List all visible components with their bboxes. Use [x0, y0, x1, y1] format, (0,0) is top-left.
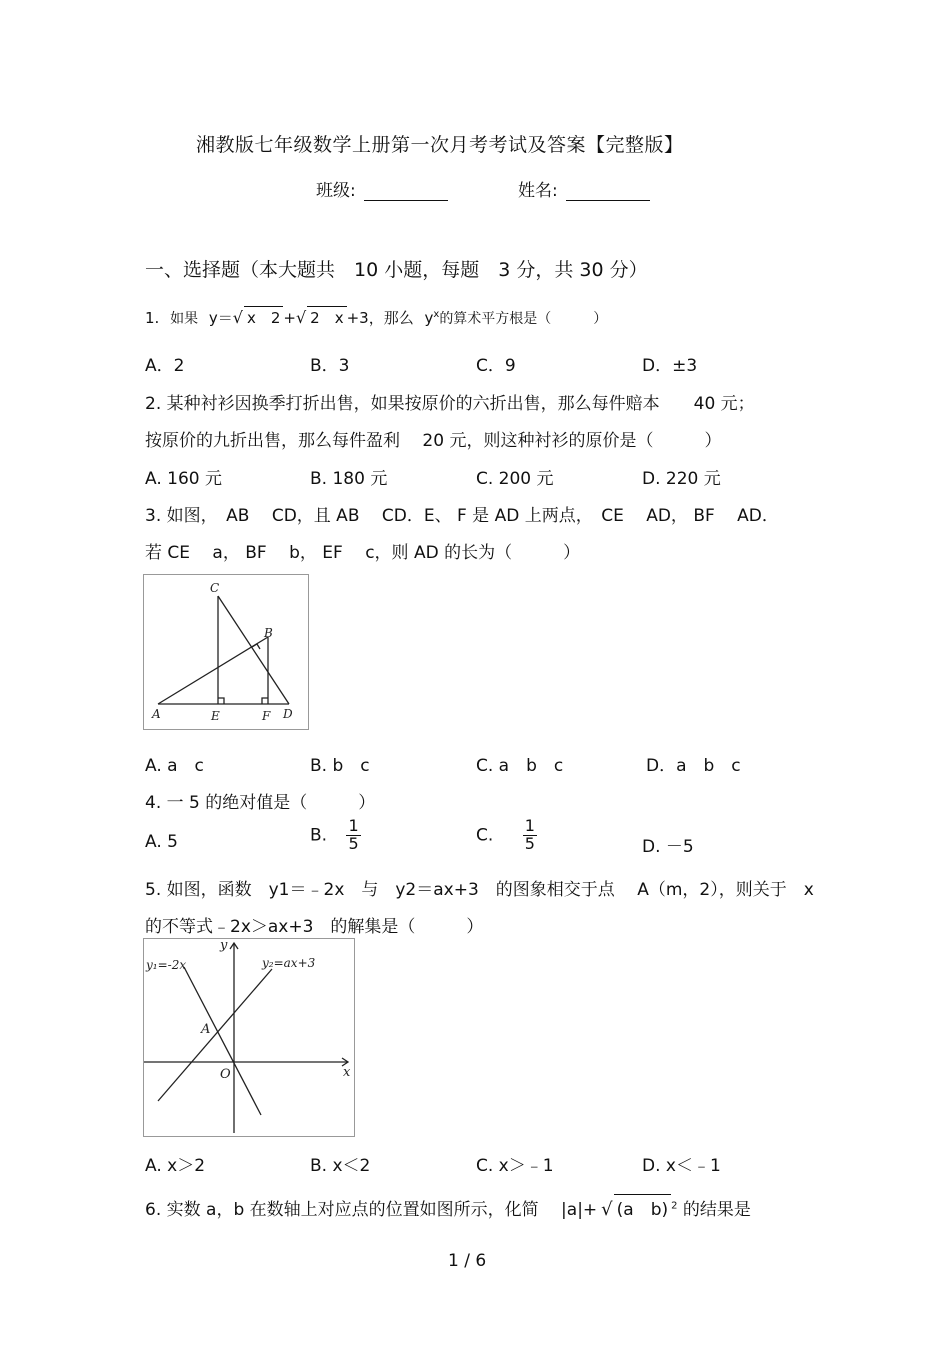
label-y1-equation: y₁=-2x: [146, 958, 187, 972]
name-field: [518, 176, 650, 201]
q1-text-a: 如果: [170, 311, 199, 327]
q5-option-c: C. x＞﹣1: [476, 1156, 554, 1176]
q5-line-1: 5. 如图，函数 y1＝﹣2x 与 y2＝ax+3 的图象相交于点 A（m，2），则关于 x: [145, 880, 814, 900]
label-origin: O: [220, 1067, 231, 1082]
q4-option-b: [310, 818, 361, 853]
q3-line-2: 若 CE a， BF b， EF c，则 AD 的长为（ ）: [145, 543, 581, 563]
line-y2: [158, 969, 272, 1101]
label-y-axis: y: [220, 939, 228, 953]
label-x-axis: x: [343, 1065, 351, 1080]
class-field: [316, 176, 448, 201]
question-6: 6. 实数 a，b 在数轴上对应点的位置如图所示，化简 |a|+ √ (a b) $^2$ 的结果是: [145, 1194, 751, 1220]
document-title: 湘教版七年级数学上册第一次月考考试及答案【完整版】: [196, 134, 684, 156]
section-heading: 一、选择题（本大题共 10 小题，每题 3 分，共 30 分）: [145, 259, 648, 281]
label-e: E: [211, 709, 220, 723]
q2-option-a: A. 160 元: [145, 469, 222, 489]
label-b: B: [264, 626, 273, 640]
q4-option-b-fraction: [346, 818, 360, 853]
q5-figure: [143, 938, 355, 1137]
line-y1: [184, 967, 261, 1115]
class-blank: [364, 182, 448, 201]
q1-radicand-2: 2 x: [307, 306, 346, 328]
q1-plus: +: [283, 309, 296, 327]
fraction-denominator: 5: [348, 833, 359, 853]
q4-option-c: [476, 818, 537, 853]
q1-option-b: B．3: [310, 356, 350, 376]
class-label: 班级:: [316, 181, 356, 201]
q3-option-d: D．a b c: [646, 756, 741, 776]
q1-option-c: C．9: [476, 356, 516, 376]
q2-line-1: 2. 某种衬衫因换季打折出售，如果按原价的六折出售，那么每件赔本 40 元；: [145, 394, 755, 414]
q1-text-d: y: [424, 309, 434, 327]
right-angle-b: [252, 644, 260, 649]
q5-option-d: D. x＜﹣1: [642, 1156, 721, 1176]
page-number: 1 / 6: [448, 1251, 487, 1271]
q2-line-2: 按原价的九折出售，那么每件盈利 20 元，则这种衬衫的原价是（ ）: [145, 431, 722, 451]
q6-superscript: 2: [671, 1200, 678, 1212]
fraction-numerator: 1: [348, 816, 359, 835]
q1-number: 1.: [145, 309, 160, 327]
q4-option-d: D. －5: [642, 837, 694, 857]
label-a: A: [152, 707, 161, 721]
right-angle-e: [218, 698, 224, 704]
segment-cd: [218, 596, 289, 704]
q3-triangle-diagram: [144, 575, 308, 729]
q4-option-a: A. 5: [145, 832, 178, 852]
q3-figure: [143, 574, 309, 730]
q5-option-b: B. x＜2: [310, 1156, 371, 1176]
fraction-numerator: 1: [524, 816, 535, 835]
q1-text-b: y＝: [208, 309, 233, 327]
q4-option-c-label: C.: [476, 825, 494, 846]
segment-ab: [158, 637, 268, 704]
q1-radicand-1: x 2: [244, 306, 283, 328]
q2-option-d: D. 220 元: [642, 469, 721, 489]
name-label: 姓名:: [518, 181, 558, 201]
q3-option-c: C. a b c: [476, 756, 564, 776]
q4-stem: 4. 一 5 的绝对值是（ ）: [145, 793, 376, 813]
q6-text-a: 6. 实数 a，b 在数轴上对应点的位置如图所示，化简 |a|+: [145, 1200, 598, 1220]
q3-line-1: 3. 如图， AB CD，且 AB CD．E、 F 是 AD 上两点， CE AD， BF AD．: [145, 506, 779, 526]
q5-graph-diagram: [144, 939, 354, 1136]
q5-line-2: 的不等式﹣2x＞ax+3 的解集是（ ）: [145, 917, 484, 937]
q1-text-c: +3，那么: [346, 309, 414, 327]
q6-text-b: 的结果是: [682, 1200, 751, 1220]
q2-option-c: C. 200 元: [476, 469, 554, 489]
q2-option-b: B. 180 元: [310, 469, 388, 489]
q4-option-c-fraction: [523, 818, 537, 853]
right-angle-f: [262, 698, 268, 704]
q1-option-a: A．2: [145, 356, 185, 376]
q4-option-b-label: B.: [310, 825, 328, 846]
q3-option-b: B. b c: [310, 756, 370, 776]
q1-superscript: x: [433, 309, 440, 320]
name-blank: [566, 182, 650, 201]
label-f: F: [262, 709, 271, 723]
fraction-denominator: 5: [524, 833, 535, 853]
q5-option-a: A. x＞2: [145, 1156, 206, 1176]
q6-radicand: (a b): [614, 1194, 671, 1220]
label-y2-equation: y₂=ax+3: [262, 956, 316, 970]
label-d: D: [283, 707, 293, 721]
label-c: C: [210, 581, 220, 595]
q1-option-d: D．±3: [642, 356, 698, 376]
q3-option-a: A. a c: [145, 756, 204, 776]
q1-text-e: 的算术平方根是（ ）: [439, 311, 608, 327]
label-point-a: A: [201, 1022, 211, 1037]
question-1: 1. 如果 y＝√ x 2 +√ 2 x +3，那么 $y^x$的算术平方根是（ ）: [145, 308, 608, 327]
